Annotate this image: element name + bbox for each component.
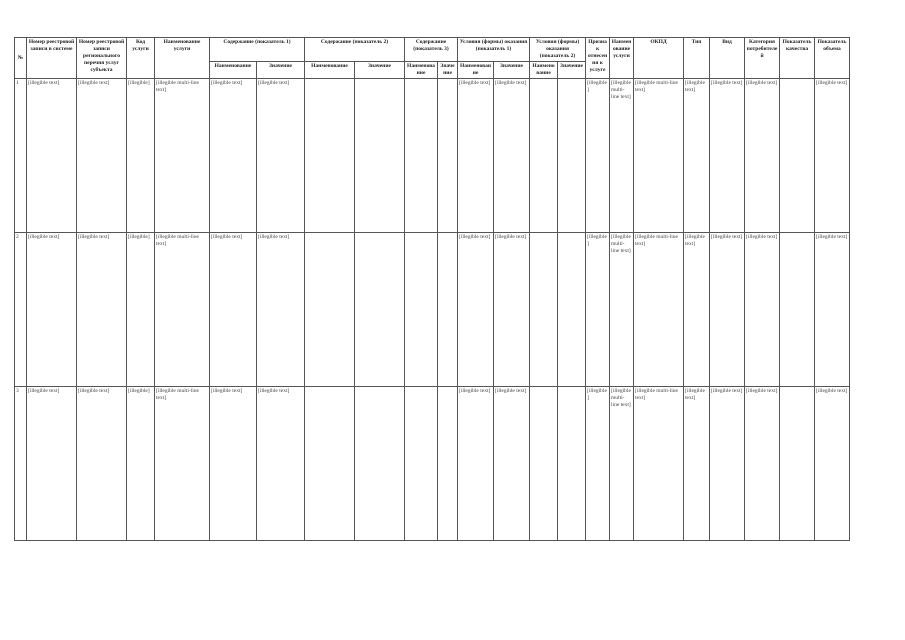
header-group-conditions-1: Условия (формы) оказания (показатель 1) [458,38,530,62]
cell: [illegible text] [27,79,77,233]
registry-table [14,37,897,541]
subheader-value: Значение [355,62,405,79]
table-row [15,387,897,541]
cell [558,387,586,541]
cell: [illegible] [586,79,610,233]
cell [558,79,586,233]
header-type: Тип [684,38,710,79]
header-group-conditions-2: Условия (формы) оказания (показатель 2) [530,38,586,62]
cell: [illegible text] [257,233,305,387]
cell: [illegible text] [494,79,530,233]
cell: [illegible text] [815,79,850,233]
cell: [illegible multi-line text] [155,233,210,387]
cell: [illegible multi-line text] [155,79,210,233]
cell: [illegible text] [210,233,257,387]
header-row [15,38,897,62]
subheader-name: Наименование [210,62,257,79]
subheader-value: Значение [558,62,586,79]
cell: [illegible] [127,387,155,541]
cell: [illegible multi-line text] [610,79,634,233]
cell: [illegible text] [815,233,850,387]
cell: [illegible text] [684,387,710,541]
cell: [illegible multi-line text] [155,387,210,541]
header-kind: Вид [710,38,745,79]
cell [305,233,355,387]
cell: [illegible text] [210,79,257,233]
cell [405,233,438,387]
header-group-content-2: Содержание (показатель 2) [305,38,405,62]
cell: [illegible] [586,387,610,541]
cell [530,79,558,233]
header-regional-number: Номер реестровой записи регионального перечня услуг субъекта [77,38,127,79]
cell: [illegible text] [27,387,77,541]
cell: [illegible text] [684,79,710,233]
subheader-value: Значение [257,62,305,79]
cell: [illegible text] [684,233,710,387]
header-service-name-2: Наименование услуги [610,38,634,79]
cell: [illegible text] [210,387,257,541]
subheader-name: Наименование [458,62,494,79]
cell [305,79,355,233]
subheader-name: Наименование [405,62,438,79]
cell: [illegible text] [257,387,305,541]
header-okpd: ОКПД [634,38,684,79]
cell [305,387,355,541]
cell [405,79,438,233]
cell: [illegible text] [710,387,745,541]
cell: [illegible] [127,233,155,387]
cell [780,79,815,233]
cell: [illegible] [586,233,610,387]
cell: [illegible text] [494,233,530,387]
cell: [illegible text] [745,79,780,233]
subheader-value: Значение [494,62,530,79]
cell [530,387,558,541]
row-number: 1 [15,79,27,233]
cell: [illegible text] [458,79,494,233]
header-service-code: Код услуги [127,38,155,79]
header-attribute: Признак отнесения к услуге [586,38,610,79]
header-quality-indicator: Показатель качества [780,38,815,79]
cell: [illegible text] [745,387,780,541]
table-header [15,38,897,79]
row-number: 2 [15,233,27,387]
table-row [15,233,897,387]
cell [355,387,405,541]
cell: [illegible text] [458,233,494,387]
cell: [illegible text] [494,387,530,541]
cell: [illegible multi-line text] [634,233,684,387]
cell [438,387,458,541]
header-service-name: Наименование услуги [155,38,210,79]
cell [438,79,458,233]
row-number: 3 [15,387,27,541]
header-volume-indicator: Показатель объема [815,38,850,79]
cell: [illegible text] [77,233,127,387]
cell [355,79,405,233]
cell: [illegible text] [257,79,305,233]
table-row [15,79,897,233]
cell [780,233,815,387]
table-body [15,79,897,541]
cell [405,387,438,541]
cell [438,233,458,387]
header-consumer-category: Категория потребителей [745,38,780,79]
cell: [illegible text] [27,233,77,387]
cell: [illegible text] [77,387,127,541]
subheader-value: Значение [438,62,458,79]
cell: [illegible multi-line text] [634,387,684,541]
cell: [illegible text] [710,79,745,233]
header-group-content-1: Содержание (показатель 1) [210,38,305,62]
cell: [illegible text] [710,233,745,387]
cell: [illegible multi-line text] [634,79,684,233]
cell [780,387,815,541]
header-group-content-3: Содержание (показатель 3) [405,38,458,62]
cell: [illegible multi-line text] [610,233,634,387]
subheader-name: Наименование [305,62,355,79]
header-num: № [15,38,27,79]
cell: [illegible multi-line text] [610,387,634,541]
cell [355,233,405,387]
cell: [illegible text] [745,233,780,387]
cell: [illegible text] [815,387,850,541]
cell [530,233,558,387]
cell [558,233,586,387]
header-registry-number: Номер реестровой записи в системе [27,38,77,79]
cell: [illegible text] [458,387,494,541]
subheader-name: Наименование [530,62,558,79]
cell: [illegible text] [77,79,127,233]
cell: [illegible] [127,79,155,233]
